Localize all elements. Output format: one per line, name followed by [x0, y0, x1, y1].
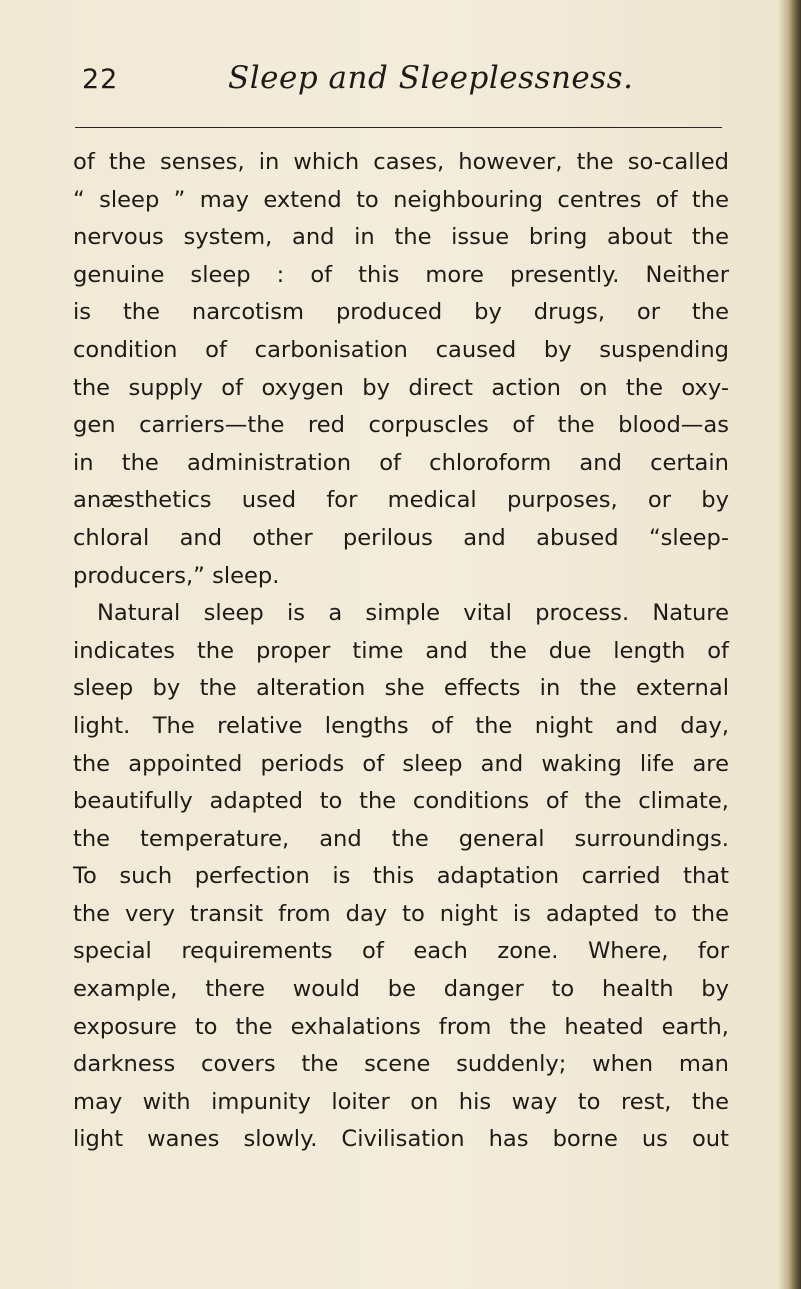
text-line: light. The relative lengths of the night and day, — [73, 712, 729, 739]
text-line: light wanes slowly. Civilisation has borne us out — [73, 1126, 729, 1153]
page-number: 22 — [82, 64, 119, 95]
text-line: chloral and other perilous and abused “sleep- — [73, 524, 729, 551]
text-line: example, there would be danger to health by — [73, 976, 729, 1003]
page-header — [70, 60, 730, 104]
text-line: of the senses, in which cases, however, the so-called — [73, 149, 729, 175]
text-line: exposure to the exhalations from the heated earth, — [73, 1013, 729, 1040]
text-line: darkness covers the scene suddenly; when man — [73, 1051, 729, 1078]
text-line: in the administration of chloroform and certain — [73, 449, 729, 476]
text-line: indicates the proper time and the due length of — [73, 637, 729, 664]
text-line: Natural sleep is a simple vital process. Nature — [97, 600, 729, 627]
text-line: producers,” sleep. — [73, 562, 280, 589]
running-title: Sleep and Sleeplessness. — [228, 60, 634, 96]
text-line: sleep by the alteration she effects in the external — [73, 675, 729, 702]
text-line: may with impunity loiter on his way to rest, the — [73, 1088, 729, 1115]
text-line: condition of carbonisation caused by suspending — [73, 336, 729, 363]
text-line: nervous system, and in the issue bring about the — [73, 224, 729, 251]
text-line: “ sleep ” may extend to neighbouring centres of the — [73, 186, 729, 213]
text-line: the appointed periods of sleep and waking life are — [73, 750, 729, 777]
header-rule — [75, 127, 722, 128]
text-line: the very transit from day to night is adapted to the — [73, 900, 729, 927]
text-line: anæsthetics used for medical purposes, or by — [73, 487, 729, 514]
text-line: To such perfection is this adaptation carried that — [73, 863, 729, 890]
text-line: is the narcotism produced by drugs, or the — [73, 299, 729, 326]
page-edge — [779, 0, 801, 1289]
body-text — [73, 144, 729, 1159]
text-line: the supply of oxygen by direct action on the oxy- — [73, 374, 729, 401]
text-line: beautifully adapted to the conditions of the climate, — [73, 788, 729, 815]
text-line: gen carriers—the red corpuscles of the blood—as — [73, 412, 729, 439]
text-line: genuine sleep : of this more presently. Neither — [73, 261, 729, 288]
text-line: the temperature, and the general surroundings. — [73, 825, 729, 852]
text-line: special requirements of each zone. Where, for — [73, 938, 729, 965]
